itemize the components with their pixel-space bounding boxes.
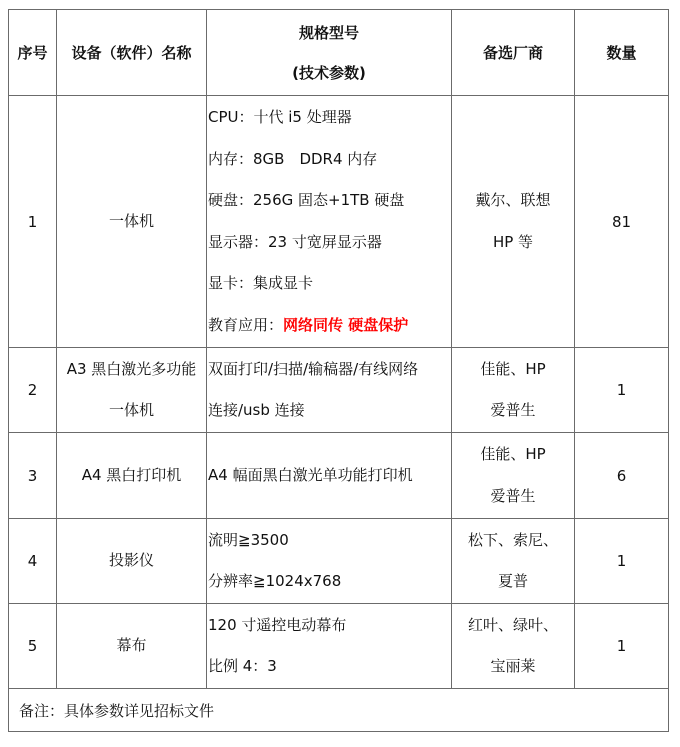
row-vendor — [452, 604, 575, 689]
vendor-line: HP 等 — [492, 232, 534, 251]
row-index: 1 — [9, 96, 57, 348]
row-spec — [207, 433, 452, 519]
row-quantity: 81 — [575, 96, 669, 348]
spec-line-display: 显示器：23 寸宽屏显示器 — [208, 232, 382, 251]
spec-line-education — [208, 305, 451, 347]
table-row — [9, 604, 669, 689]
header-spec — [207, 10, 452, 96]
row-name-line: 幕布 — [116, 636, 147, 655]
row-quantity: 1 — [575, 519, 669, 604]
row-name — [57, 433, 207, 519]
row-index: 3 — [9, 433, 57, 519]
table-note: 备注：具体参数详见招标文件 — [9, 689, 669, 732]
row-name — [57, 348, 207, 433]
header-vendor: 备选厂商 — [452, 10, 575, 96]
header-spec-line2: (技术参数) — [292, 63, 366, 82]
row-name-line: 一体机 — [108, 401, 154, 419]
edu-label: 教育应用： — [208, 315, 284, 334]
spec-line: 分辨率≧1024x768 — [208, 572, 342, 590]
table-row — [9, 433, 669, 519]
vendor-line: 佳能、HP — [480, 445, 546, 463]
spec-line: A4 幅面黑白激光单功能打印机 — [208, 465, 413, 484]
spec-line-memory: 内存：8GB DDR4 内存 — [208, 149, 378, 168]
edu-highlight: 网络同传 硬盘保护 — [283, 315, 409, 334]
row-index: 4 — [9, 519, 57, 604]
row-name-line: 一体机 — [108, 211, 154, 230]
row-vendor — [452, 96, 575, 348]
row-vendor — [452, 519, 575, 604]
vendor-line: 戴尔、联想 — [475, 191, 551, 209]
row-vendor — [452, 348, 575, 433]
vendor-line: 红叶、绿叶、 — [467, 615, 558, 634]
row-name-line: A4 黑白打印机 — [81, 465, 182, 484]
table-row — [9, 519, 669, 604]
row-index: 5 — [9, 604, 57, 689]
header-spec-line1: 规格型号 — [298, 23, 359, 42]
row-spec — [207, 519, 452, 604]
vendor-line: 佳能、HP — [480, 359, 546, 378]
row-quantity: 6 — [575, 433, 669, 519]
vendor-line: 爱普生 — [490, 401, 536, 419]
spec-line: 120 寸遥控电动幕布 — [208, 615, 347, 634]
row-name-line: A3 黑白激光多功能 — [66, 359, 197, 378]
spec-line: 连接/usb 连接 — [208, 401, 305, 419]
header-index: 序号 — [9, 10, 57, 96]
table-note-row — [9, 689, 669, 732]
spec-line-cpu: CPU：十代 i5 处理器 — [208, 108, 352, 126]
vendor-line: 松下、索尼、 — [467, 530, 558, 549]
row-vendor — [452, 433, 575, 519]
spec-line-disk: 硬盘：256G 固态+1TB 硬盘 — [208, 191, 405, 209]
row-name — [57, 604, 207, 689]
spec-line-gpu: 显卡：集成显卡 — [208, 274, 314, 292]
vendor-line: 爱普生 — [490, 486, 536, 505]
spec-line: 双面打印/扫描/输稿器/有线网络 — [208, 359, 419, 378]
row-spec — [207, 96, 452, 348]
row-spec — [207, 348, 452, 433]
table-row — [9, 348, 669, 433]
header-quantity: 数量 — [575, 10, 669, 96]
table-header-row — [9, 10, 669, 96]
header-name: 设备（软件）名称 — [57, 10, 207, 96]
equipment-spec-table — [8, 9, 669, 732]
table-row — [9, 96, 669, 348]
vendor-line: 夏普 — [497, 572, 528, 590]
row-quantity: 1 — [575, 348, 669, 433]
row-quantity: 1 — [575, 604, 669, 689]
row-index: 2 — [9, 348, 57, 433]
spec-line: 流明≧3500 — [208, 530, 289, 549]
vendor-line: 宝丽莱 — [490, 657, 536, 675]
row-spec — [207, 604, 452, 689]
row-name — [57, 96, 207, 348]
spec-line: 比例 4：3 — [208, 657, 277, 675]
row-name — [57, 519, 207, 604]
row-name-line: 投影仪 — [108, 551, 154, 570]
